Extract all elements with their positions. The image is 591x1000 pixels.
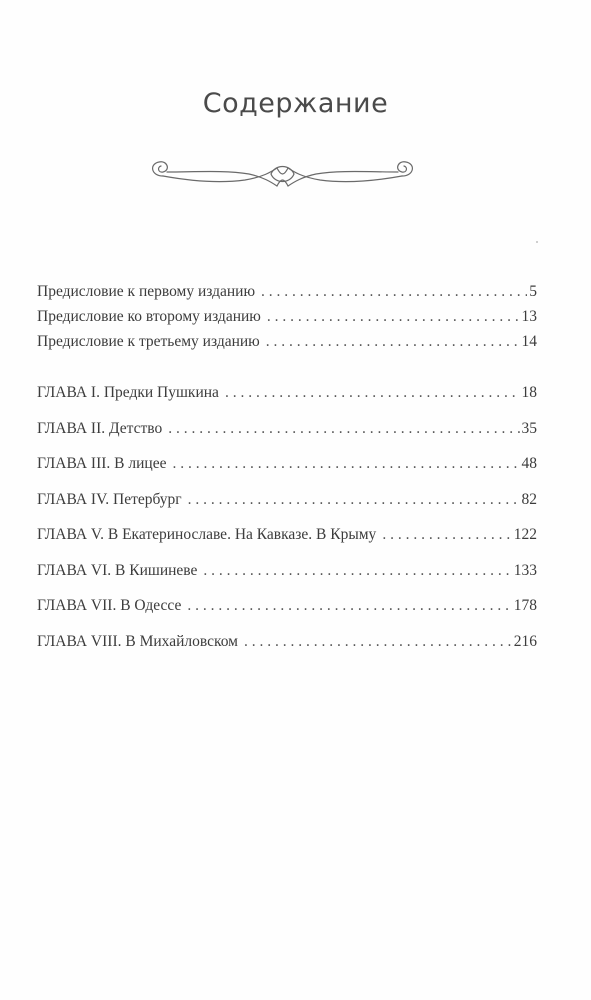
toc-leader-dots bbox=[382, 526, 511, 544]
page-speck bbox=[536, 241, 538, 243]
toc-leader-dots bbox=[267, 308, 520, 326]
toc-entry-label: Предисловие к третьему изданию bbox=[37, 333, 260, 350]
toc-leader-dots bbox=[225, 384, 520, 402]
toc-page-number: 35 bbox=[521, 419, 537, 437]
toc-entry-chapter-8[interactable] bbox=[37, 633, 537, 669]
toc-page-number: 14 bbox=[521, 333, 537, 350]
toc-leader-dots bbox=[261, 283, 527, 301]
toc-page-number: 5 bbox=[529, 283, 537, 300]
toc-entry-label: ГЛАВА VII. В Одессе bbox=[37, 597, 182, 614]
toc-page-number: 216 bbox=[513, 632, 537, 650]
toc-entry-label: ГЛАВА II. Детство bbox=[37, 419, 163, 437]
toc-entry-chapter-1[interactable] bbox=[37, 384, 537, 420]
toc-prefaces bbox=[37, 283, 537, 358]
toc-page-number: 178 bbox=[513, 597, 537, 614]
flourish-divider-icon bbox=[145, 150, 420, 198]
toc-leader-dots bbox=[203, 562, 511, 580]
toc-leader-dots bbox=[168, 420, 519, 438]
toc-page-number: 13 bbox=[521, 308, 537, 325]
toc-entry-chapter-7[interactable] bbox=[37, 597, 537, 633]
toc-entry-preface-2[interactable] bbox=[37, 308, 537, 333]
toc-page-number: 48 bbox=[521, 455, 537, 472]
toc-entry-label: Предисловие ко второму изданию bbox=[37, 308, 261, 325]
toc-entry-label: ГЛАВА I. Предки Пушкина bbox=[37, 384, 219, 401]
toc-leader-dots bbox=[188, 491, 520, 509]
toc-entry-label: Предисловие к первому изданию bbox=[37, 283, 256, 300]
toc-page-number: 122 bbox=[513, 526, 537, 543]
toc-entry-chapter-4[interactable] bbox=[37, 491, 537, 527]
toc-leader-dots bbox=[187, 597, 511, 615]
toc-entry-label: ГЛАВА III. В лицее bbox=[37, 455, 167, 472]
toc-page-number: 82 bbox=[521, 490, 537, 508]
toc-leader-dots bbox=[266, 333, 520, 351]
toc-chapters bbox=[37, 384, 537, 668]
page-title: Содержание bbox=[202, 88, 389, 119]
toc-entry-label: ГЛАВА VI. В Кишиневе bbox=[37, 561, 198, 579]
toc-entry-chapter-5[interactable] bbox=[37, 526, 537, 562]
toc-leader-dots bbox=[172, 455, 519, 473]
toc-entry-preface-1[interactable] bbox=[37, 283, 537, 308]
toc-entry-chapter-2[interactable] bbox=[37, 420, 537, 456]
toc-leader-dots bbox=[244, 633, 512, 651]
toc-entry-preface-3[interactable] bbox=[37, 333, 537, 358]
toc-entry-label: ГЛАВА VIII. В Михайловском bbox=[37, 632, 238, 650]
toc-entry-chapter-6[interactable] bbox=[37, 562, 537, 598]
toc-entry-label: ГЛАВА V. В Екатеринославе. На Кавказе. В Крыму bbox=[37, 526, 377, 543]
toc-page-number: 18 bbox=[521, 384, 537, 401]
toc-page-number: 133 bbox=[513, 561, 537, 579]
toc-entry-label: ГЛАВА IV. Петербург bbox=[37, 490, 182, 508]
toc-entry-chapter-3[interactable] bbox=[37, 455, 537, 491]
